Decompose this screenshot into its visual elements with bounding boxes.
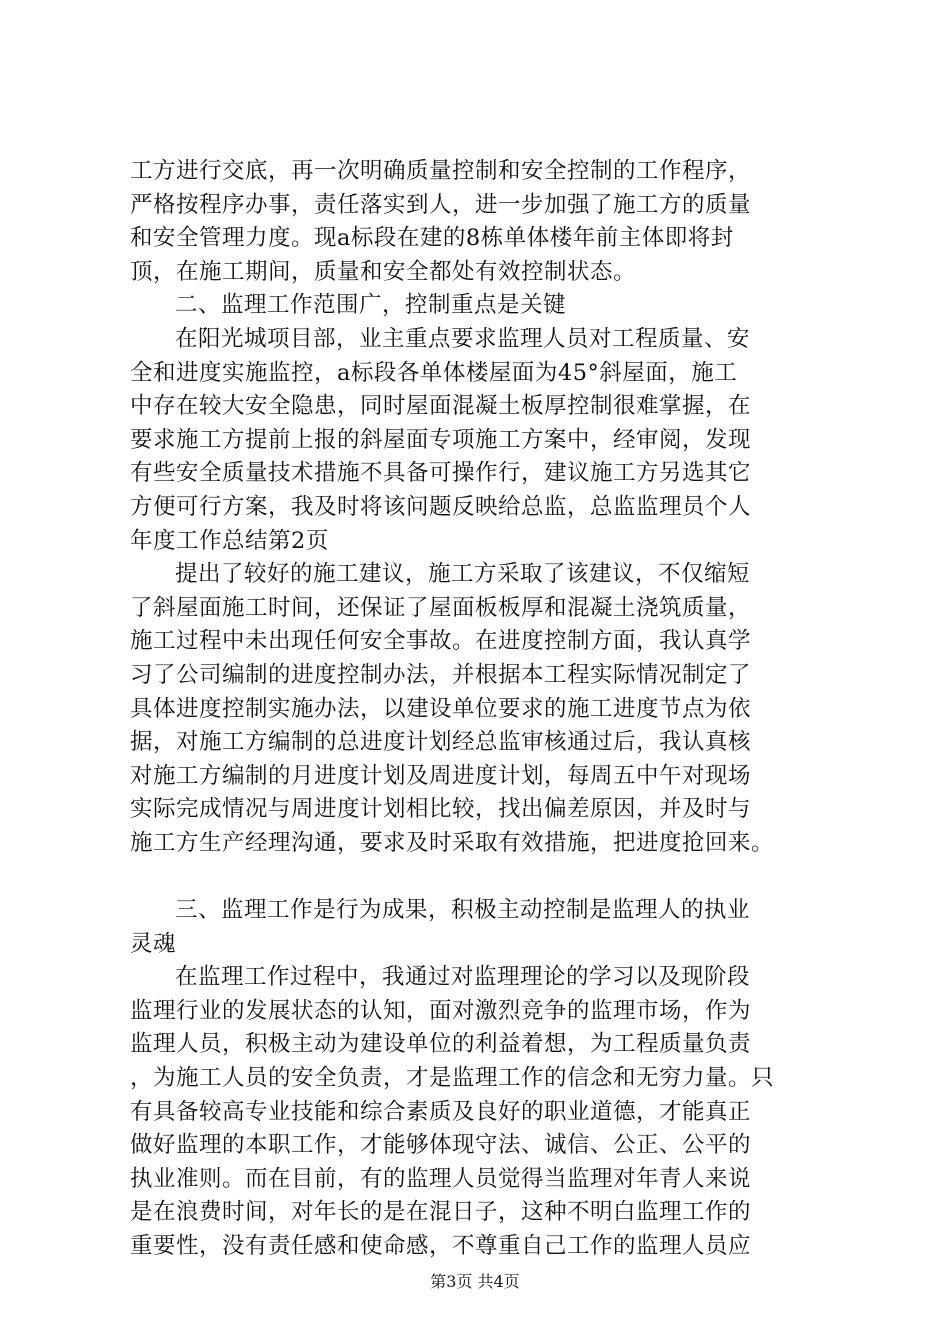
text-line: 监理人员，积极主动为建设单位的利益着想，为工程质量负责 xyxy=(130,1031,752,1058)
text-line: 在阳光城项目部，业主重点要求监理人员对工程质量、安 xyxy=(175,325,751,352)
blank-line xyxy=(130,860,840,894)
text-line: 顶，在施工期间，质量和安全都处有效控制状态。 xyxy=(130,258,637,285)
text-line: 施工过程中未出现任何安全事故。在进度控制方面，我认真学 xyxy=(130,628,752,655)
text-line: 了斜屋面施工时间，还保证了屋面板板厚和混凝土浇筑质量， xyxy=(130,594,752,621)
text-line: 习了公司编制的进度控制办法，并根据本工程实际情况制定了 xyxy=(130,661,752,688)
text-line: 工方进行交底，再一次明确质量控制和安全控制的工作程序， xyxy=(130,158,752,184)
text-line: 年度工作总结第2页 xyxy=(130,527,329,554)
text-line: 严格按程序办事，责任落实到人，进一步加强了施工方的质量 xyxy=(130,191,752,218)
text-line: 有些安全质量技术措施不具备可操作行，建议施工方另选其它 xyxy=(130,460,752,487)
section-heading-continued: 灵魂 xyxy=(130,930,177,957)
text-line: 和安全管理力度。现a标段在建的8栋单体楼年前主体即将封 xyxy=(130,225,734,252)
section-heading: 三、监理工作是行为成果，积极主动控制是监理人的执业 xyxy=(175,897,751,924)
text-line: 执业准则。而在目前，有的监理人员觉得当监理对年青人来说 xyxy=(130,1165,752,1192)
section-heading: 二、监理工作范围广，控制重点是关键 xyxy=(175,292,567,319)
text-line: 方便可行方案，我及时将该问题反映给总监，总监监理员个人 xyxy=(130,493,752,520)
document-body xyxy=(130,155,840,1264)
text-line: 是在浪费时间，对年长的是在混日子，这种不明白监理工作的 xyxy=(130,1199,752,1226)
text-line: 中存在较大安全隐患，同时屋面混凝土板厚控制很难掌握，在 xyxy=(130,393,752,420)
text-line: 有具备较高专业技能和综合素质及良好的职业道德，才能真正 xyxy=(130,1098,752,1125)
text-line: 具体进度控制实施办法，以建设单位要求的施工进度节点为依 xyxy=(130,695,752,722)
text-line: 全和进度实施监控，a标段各单体楼屋面为45°斜屋面，施工 xyxy=(130,359,738,386)
text-line: 据，对施工方编制的总进度计划经总监审核通过后，我认真核 xyxy=(130,729,752,756)
text-line: 要求施工方提前上报的斜屋面专项施工方案中，经审阅，发现 xyxy=(130,426,752,453)
page-number: 第3页 共4页 xyxy=(430,1272,520,1291)
text-line: 实际完成情况与周进度计划相比较，找出偏差原因，并及时与 xyxy=(130,796,752,823)
text-line: 提出了较好的施工建议，施工方采取了该建议，不仅缩短 xyxy=(175,561,751,588)
text-line: 做好监理的本职工作，才能够体现守法、诚信、公正、公平的 xyxy=(130,1132,752,1159)
text-line: 监理行业的发展状态的认知，面对激烈竞争的监理市场，作为 xyxy=(130,997,752,1024)
text-line: ，为施工人员的安全负责，才是监理工作的信念和无穷力量。只 xyxy=(130,1065,775,1092)
text-line: 在监理工作过程中，我通过对监理理论的学习以及现阶段 xyxy=(175,964,751,991)
text-line: 重要性，没有责任感和使命感，不尊重自己工作的监理人员应 xyxy=(130,1233,752,1259)
text-line: 对施工方编制的月进度计划及周进度计划，每周五中午对现场 xyxy=(130,762,752,789)
text-line: 施工方生产经理沟通，要求及时采取有效措施，把进度抢回来。 xyxy=(130,829,775,856)
